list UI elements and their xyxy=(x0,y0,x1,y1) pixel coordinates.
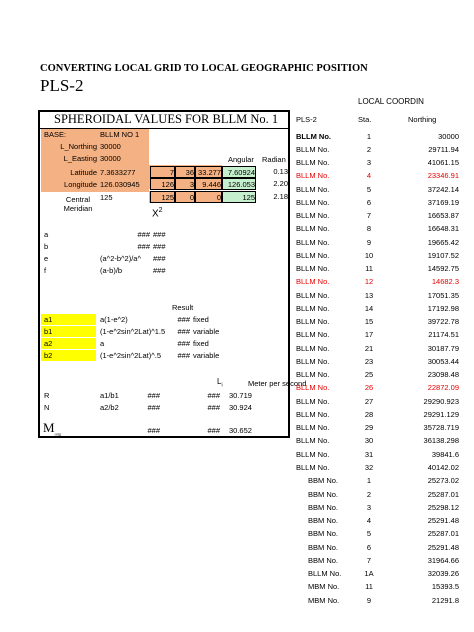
radian-header: Radian xyxy=(262,155,286,164)
station-northing: 30053.44 xyxy=(427,356,459,366)
cm-radian: 2.18 xyxy=(273,192,288,201)
station-number: 25 xyxy=(364,370,374,380)
param-e-v1: (a^2-b^2)/a^ xyxy=(100,254,141,263)
station-name: BLLM No. xyxy=(296,330,330,340)
base-value: BLLM NO 1 xyxy=(100,130,140,139)
central-meridian-label: Central xyxy=(65,195,91,204)
cm-angular: 125 xyxy=(222,191,256,203)
local-coordinates-header: LOCAL COORDIN xyxy=(358,97,424,106)
station-number: 9 xyxy=(366,237,372,247)
station-number: 29 xyxy=(364,423,374,433)
station-number: 12 xyxy=(364,277,374,287)
station-name: MBM No. xyxy=(308,595,340,605)
station-northing: 25273.02 xyxy=(427,476,459,486)
station-northing: 23346.91 xyxy=(427,171,459,181)
station-number: 31 xyxy=(364,449,374,459)
station-northing: 37242.14 xyxy=(427,184,459,194)
station-name: BBM No. xyxy=(308,555,339,565)
station-northing: 22872.09 xyxy=(427,383,459,393)
station-northing: 14682.3 xyxy=(431,277,459,287)
station-number: 13 xyxy=(364,290,374,300)
station-northing: 32039.26 xyxy=(427,569,459,579)
result-a2-note: fixed xyxy=(193,339,209,348)
station-northing: 29290.923 xyxy=(423,396,459,406)
station-name: BLLM No. xyxy=(296,131,331,141)
station-number: 2 xyxy=(366,489,372,499)
station-number: 1 xyxy=(366,131,372,141)
param-b-v1: ### xyxy=(137,242,150,251)
local-northing-header: Northing xyxy=(408,115,437,124)
station-number: 28 xyxy=(364,409,374,419)
easting-label: L_Easting xyxy=(63,154,97,163)
station-name: BLLM No. xyxy=(296,184,330,194)
station-name: MBM No. xyxy=(308,582,340,592)
result-a1-name: a1 xyxy=(44,315,53,324)
cm-minutes: 0 xyxy=(175,191,195,203)
station-name: BLLM No. xyxy=(296,343,330,353)
station-name: BBM No. xyxy=(308,489,339,499)
station-northing: 14592.75 xyxy=(427,264,459,274)
local-sta-header: Sta. xyxy=(358,115,372,124)
lat-radian: 0.13 xyxy=(273,167,288,176)
result-header: Result xyxy=(172,303,194,312)
n-name: N xyxy=(44,403,50,412)
x-exponent: 2 xyxy=(158,207,163,214)
l-i-label xyxy=(217,377,223,389)
station-northing: 29711.94 xyxy=(428,144,459,154)
station-number: 6 xyxy=(366,542,372,552)
station-northing: 41061.15 xyxy=(427,158,459,168)
station-name: BLLM No. xyxy=(296,171,330,181)
result-a2-value: ### xyxy=(177,339,190,348)
result-b2-value: ### xyxy=(177,351,190,360)
m-mps: 30.652 xyxy=(229,426,252,435)
station-name: BLLM No. xyxy=(308,569,342,579)
station-northing: 15393.5 xyxy=(431,582,459,592)
param-e-name: e xyxy=(44,254,49,263)
station-northing: 29291.129 xyxy=(423,409,459,419)
result-b2-note: variable xyxy=(193,351,220,360)
station-number: 5 xyxy=(366,529,372,539)
angular-header: Angular xyxy=(228,155,254,164)
longitude-label: Longitude xyxy=(64,180,97,189)
station-name: BBM No. xyxy=(308,476,339,486)
station-number: 32 xyxy=(364,463,374,472)
station-number: 1 xyxy=(366,476,372,486)
station-name: BLLM No. xyxy=(296,303,330,313)
station-name: BLLM No. xyxy=(296,237,330,247)
station-name: BBM No. xyxy=(308,542,339,552)
station-northing: 23098.48 xyxy=(427,370,459,380)
station-name: BLLM No. xyxy=(296,250,330,260)
r-mps: 30.719 xyxy=(229,391,252,400)
cm-degrees: 125 xyxy=(150,191,175,203)
station-name: BBM No. xyxy=(308,502,339,512)
l-symbol: L xyxy=(217,377,222,386)
latitude-label: Latitude xyxy=(70,168,97,177)
station-name: BLLM No. xyxy=(296,317,330,327)
station-northing: 31964.66 xyxy=(427,555,459,565)
station-number: 17 xyxy=(364,330,374,340)
station-number: 9 xyxy=(366,595,372,605)
result-b1-value: ### xyxy=(177,327,190,336)
station-name: BBM No. xyxy=(308,516,339,526)
station-number: 10 xyxy=(364,250,374,260)
m-v1: ### xyxy=(147,426,160,435)
station-northing: 21291.8 xyxy=(431,595,459,605)
station-name: BLLM No. xyxy=(296,356,330,366)
r-v2: ### xyxy=(207,391,220,400)
result-b1-formula: (1-e^2sin^2Lat)^1.5 xyxy=(100,327,166,336)
r-name: R xyxy=(44,391,50,400)
result-a1-formula: a(1-e^2) xyxy=(100,315,128,324)
station-number: 30 xyxy=(364,436,374,446)
param-a-v1: ### xyxy=(137,230,150,239)
param-b-name: b xyxy=(44,242,49,251)
station-northing: 39722.78 xyxy=(427,317,459,327)
local-label-header: PLS-2 xyxy=(296,115,317,124)
lat-degrees: 7 xyxy=(150,166,175,178)
station-northing: 39841.6 xyxy=(431,449,459,459)
lon-angular: 126.053 xyxy=(222,178,256,190)
station-northing: 30187.79 xyxy=(427,343,459,353)
station-number: 2 xyxy=(366,144,372,154)
station-number: 23 xyxy=(364,356,374,366)
station-number: 5 xyxy=(366,184,372,194)
m-v2: ### xyxy=(207,426,220,435)
station-northing: 19665.42 xyxy=(427,237,459,247)
station-number: 7 xyxy=(366,555,372,565)
northing-value: 30000 xyxy=(100,142,121,151)
station-number: 4 xyxy=(366,171,372,181)
station-northing: 36138.298 xyxy=(423,436,459,446)
lon-minutes: 3 xyxy=(175,178,195,190)
easting-value: 30000 xyxy=(100,154,121,163)
latitude-value: 7.3633277 xyxy=(100,168,136,177)
station-name: BLLM No. xyxy=(296,396,330,406)
station-number: 7 xyxy=(366,211,372,221)
result-b2-formula: (1-e^2sin^2Lat)^.5 xyxy=(100,351,162,360)
station-northing: 16653.87 xyxy=(427,211,459,221)
station-number: 3 xyxy=(366,158,372,168)
station-name: BLLM No. xyxy=(296,277,330,287)
x-symbol: X xyxy=(152,208,159,220)
central-meridian-label-2: Meridian xyxy=(63,204,93,213)
result-a1-value: ### xyxy=(177,315,190,324)
station-name: BLLM No. xyxy=(296,370,330,380)
station-number: 26 xyxy=(364,383,374,393)
param-f-v1: (a-b)/b xyxy=(100,266,123,275)
n-v1: ### xyxy=(147,403,160,412)
param-e-v2: ### xyxy=(153,254,166,263)
r-v1: ### xyxy=(147,391,160,400)
lat-angular: 7.60924 xyxy=(222,166,256,178)
station-name: BLLM No. xyxy=(296,197,330,207)
param-a-name: a xyxy=(44,230,49,239)
station-northing: 25291.48 xyxy=(427,542,459,552)
lon-radian: 2.20 xyxy=(273,179,288,188)
station-northing: 17192.98 xyxy=(427,303,459,313)
station-northing: 30000 xyxy=(438,131,459,141)
l-subscript: i xyxy=(221,382,223,389)
n-formula: a2/b2 xyxy=(100,403,119,412)
x-squared-label xyxy=(152,207,163,219)
n-v2: ### xyxy=(207,403,220,412)
m-subscript: ortg xyxy=(54,431,62,437)
param-b-v2: ### xyxy=(153,242,166,251)
station-northing: 25298.12 xyxy=(427,502,459,512)
station-name: BLLM No. xyxy=(296,158,330,168)
result-b1-name: b1 xyxy=(44,327,53,336)
northing-label: L_Northing xyxy=(60,142,97,151)
m-symbol: M xyxy=(43,420,55,435)
station-northing: 35728.719 xyxy=(423,423,459,433)
station-northing: 17051.35 xyxy=(427,290,459,300)
m-label xyxy=(43,420,61,443)
station-name: BLLM No. xyxy=(296,409,330,419)
station-northing: 25287.01 xyxy=(427,529,459,539)
lon-degrees: 126 xyxy=(150,178,175,190)
param-f-name: f xyxy=(44,266,47,275)
result-a1-note: fixed xyxy=(193,315,209,324)
station-number: 15 xyxy=(364,317,374,327)
lon-seconds: 9.446 xyxy=(195,178,222,190)
r-formula: a1/b1 xyxy=(100,391,119,400)
station-name: BLLM No. xyxy=(296,211,330,221)
station-northing: 40142.02 xyxy=(427,463,459,472)
station-name: BLLM No. xyxy=(296,290,330,300)
param-f-v2: ### xyxy=(153,266,166,275)
station-number: 21 xyxy=(364,343,374,353)
spheroid-heading: SPHEROIDAL VALUES FOR BLLM No. 1 xyxy=(54,112,279,126)
station-number: 8 xyxy=(366,224,372,234)
station-northing: 37169.19 xyxy=(427,197,459,207)
station-northing: 25291.48 xyxy=(427,516,459,526)
result-b1-note: variable xyxy=(193,327,220,336)
station-number: 3 xyxy=(366,502,372,512)
param-a-v2: ### xyxy=(153,230,166,239)
document-subtitle: PLS-2 xyxy=(40,76,84,95)
station-northing: 21174.51 xyxy=(428,330,459,340)
station-name: BLLM No. xyxy=(296,144,330,154)
station-number: 1A xyxy=(364,569,374,579)
station-number: 11 xyxy=(365,264,373,274)
station-northing: 19107.52 xyxy=(427,250,459,260)
longitude-value: 126.030945 xyxy=(100,180,140,189)
station-number: 27 xyxy=(364,396,374,406)
station-number: 11 xyxy=(365,582,373,592)
base-label: BASE: xyxy=(44,130,67,139)
station-northing: 16648.31 xyxy=(427,224,459,234)
lat-minutes: 36 xyxy=(175,166,195,178)
meter-per-second-header: Meter per second xyxy=(248,379,307,388)
document-title: CONVERTING LOCAL GRID TO LOCAL GEOGRAPHIC POSITION xyxy=(40,63,368,74)
cm-seconds: 0 xyxy=(195,191,222,203)
station-name: BLLM No. xyxy=(296,449,330,459)
result-b2-name: b2 xyxy=(44,351,53,360)
station-northing: 25287.01 xyxy=(427,489,459,499)
station-name: BBM No. xyxy=(308,529,339,539)
station-name: BLLM No. xyxy=(296,224,330,234)
station-number: 14 xyxy=(364,303,374,313)
station-number: 6 xyxy=(366,197,372,207)
result-a2-formula: a xyxy=(100,339,105,348)
station-name: BLLM No. xyxy=(296,436,330,446)
result-a2-name: a2 xyxy=(44,339,53,348)
lat-seconds: 33.277 xyxy=(195,166,222,178)
station-name: BLLM No. xyxy=(296,383,330,393)
n-mps: 30.924 xyxy=(229,403,252,412)
station-number: 4 xyxy=(366,516,372,526)
central-meridian-value: 125 xyxy=(100,193,113,202)
station-name: BLLM No. xyxy=(296,423,330,433)
station-name: BLLM No. xyxy=(296,463,330,472)
station-name: BLLM No. xyxy=(296,264,330,274)
